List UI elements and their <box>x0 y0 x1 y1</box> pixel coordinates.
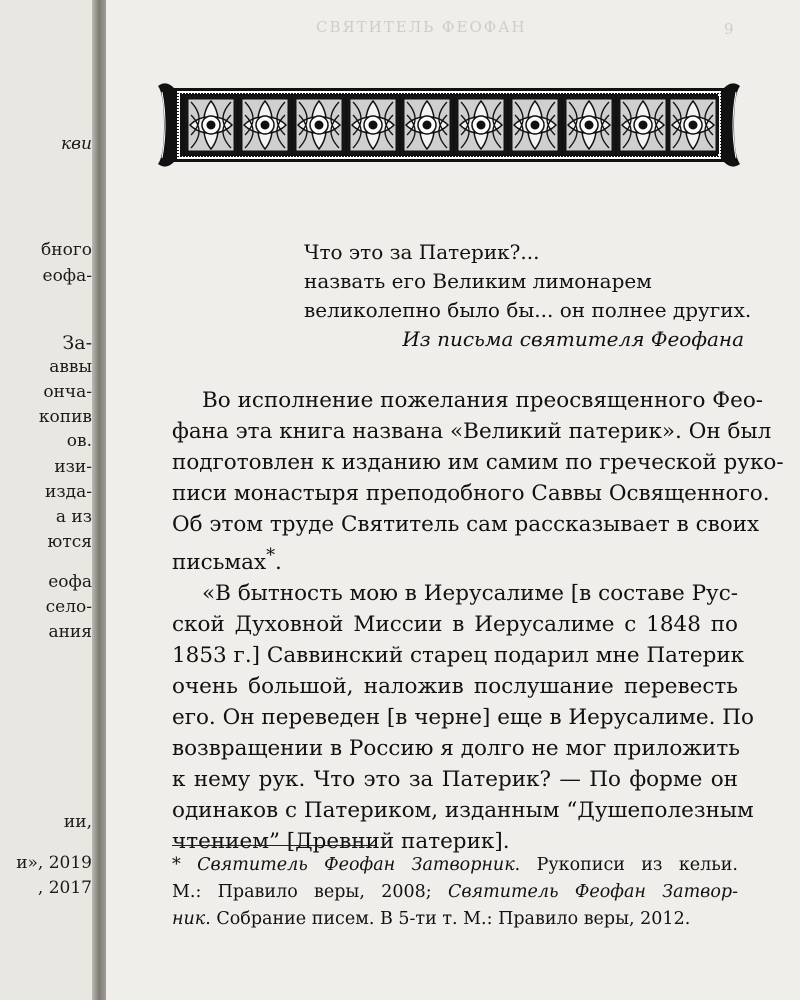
footnote-text: . Собрание писем. В 5-ти т. М.: Правило веры, 2012. <box>205 909 691 929</box>
left-page-fragment: а из <box>55 507 92 527</box>
text-line: подготовлен к изданию им самим по греческой руко- <box>172 450 784 475</box>
text-line: его. Он переведен [в черне] еще в Иерусалиме. По <box>172 705 754 731</box>
left-page-fragment: онча- <box>43 382 92 402</box>
running-head: СВЯТИТЕЛЬ ФЕОФАН <box>316 18 527 36</box>
left-page-fragment: кви <box>61 134 92 154</box>
text-line: возвращении в Россию я долго не мог приложить <box>172 736 740 762</box>
left-page-fragment: бного <box>41 240 92 260</box>
left-page-fragment: ии, <box>63 812 92 832</box>
text-line: к нему рук. Что это за Патерик? — По форме он <box>172 767 738 793</box>
epigraph <box>304 238 752 354</box>
text-line: Об этом труде Святитель сам рассказывает в своих <box>172 512 760 537</box>
right-page <box>106 0 800 1000</box>
text-line: ской Духовной Миссии в Иерусалиме с 1848 по <box>172 612 738 638</box>
epigraph-line: назвать его Великим лимонарем <box>304 269 652 293</box>
footnote-separator <box>172 845 377 846</box>
text-line: одинаков с Патериком, изданным “Душеполезным <box>172 798 754 824</box>
left-page-fragment: ются <box>47 532 92 552</box>
epigraph-line: Что это за Патерик?... <box>304 240 540 264</box>
text-line: очень большой, наложив послушание перевесть <box>172 674 738 700</box>
left-page-fragment: изда- <box>45 482 92 502</box>
body-text <box>172 385 784 857</box>
left-page-fragment: За- <box>62 332 92 354</box>
text-line: 1853 г.] Саввинский старец подарил мне Патерик <box>172 643 745 669</box>
left-page-fragment: и», 2019 <box>16 853 92 873</box>
left-page <box>0 0 96 1000</box>
epigraph-source: Из письма святителя Феофана <box>402 327 744 351</box>
left-page-fragment: ания <box>48 622 92 642</box>
text-line: «В бытность мою в Иерусалиме [в составе Рус- <box>202 581 738 607</box>
text-line: писи монастыря преподобного Саввы Освященного. <box>172 481 770 506</box>
epigraph-line: великолепно было бы... он полнее других. <box>304 298 752 322</box>
left-page-fragment: село- <box>45 597 92 617</box>
left-page-fragment: еофа <box>48 572 92 592</box>
left-page-fragment: , 2017 <box>37 878 92 898</box>
footnote-text: М.: Правило веры, 2008; <box>172 882 448 902</box>
text-line: чтением” [Древний патерик]. <box>172 829 510 855</box>
footnote-text: . Рукописи из кельи. <box>514 855 738 875</box>
left-page-fragment: копив <box>38 407 92 427</box>
text-fragment: письмах <box>172 550 267 576</box>
text-line: письмах*. <box>172 545 282 576</box>
ornamental-headpiece <box>156 78 742 172</box>
footnote-author: Святитель Феофан Затворник <box>197 855 515 875</box>
footnote-mark: * <box>172 855 198 875</box>
text-line: Во исполнение пожелания преосвященного Фео- <box>202 388 764 413</box>
footnote-line <box>172 879 738 906</box>
footnote-reference: * <box>266 545 276 566</box>
page-number: 9 <box>724 20 734 38</box>
footnote-line <box>172 906 738 933</box>
footnote <box>172 852 738 933</box>
footnote-author: Святитель Феофан Затвор- <box>447 882 739 902</box>
left-page-fragment: еофа- <box>42 266 92 286</box>
left-page-fragment: ов. <box>66 431 92 451</box>
footnote-line <box>172 852 738 879</box>
left-page-fragment: аввы <box>49 357 92 377</box>
text-line: фана эта книга названа «Великий патерик». Он был <box>172 419 772 444</box>
left-page-fragment: изи- <box>54 457 92 477</box>
footnote-author: ник <box>172 909 206 929</box>
